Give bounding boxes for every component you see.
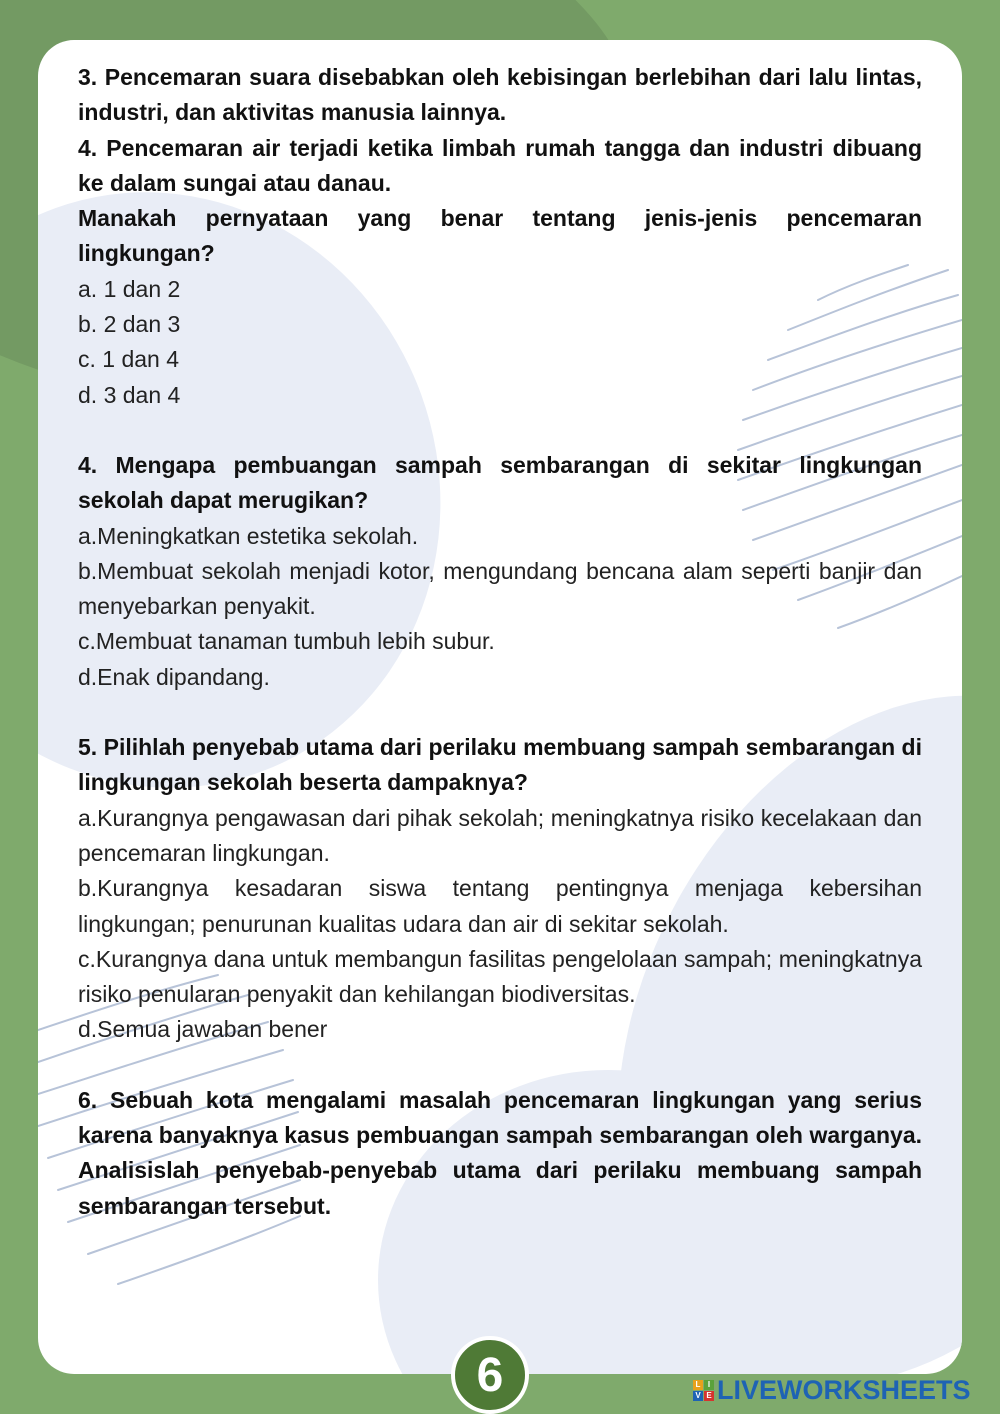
- question-3-option-d: d. 3 dan 4: [78, 381, 181, 408]
- question-3-option-c: c. 1 dan 4: [78, 346, 180, 373]
- question-5-prompt: 5. Pilihlah penyebab utama dari perilaku membuang sampah sembarangan di lingkungan sekolah beserta dampaknya?: [78, 734, 922, 796]
- spacer: [78, 1048, 922, 1083]
- question-6-prompt: 6. Sebuah kota mengalami masalah pencemaran lingkungan yang serius karena banyaknya kasus pembuangan sampah sembarangan oleh warganya. Analisislah penyebab-penyebab utama dari perilaku membuang sampah sembarangan tersebut.: [78, 1086, 922, 1219]
- question-4-option-a: a.Meningkatkan estetika sekolah.: [78, 522, 419, 549]
- question-5-option-a: a.Kurangnya pengawasan dari pihak sekolah; meningkatnya risiko kecelakaan dan pencemaran lingkungan.: [78, 804, 922, 866]
- question-4-option-c: c.Membuat tanaman tumbuh lebih subur.: [78, 628, 495, 655]
- question-5-option-d: d.Semua jawaban bener: [78, 1016, 328, 1043]
- worksheet-content: [78, 60, 922, 1224]
- spacer: [78, 413, 922, 448]
- statement-4: 4. Pencemaran air terjadi ketika limbah rumah tangga dan industri dibuang ke dalam sungai atau danau.: [78, 134, 922, 196]
- liveworksheets-logo-text: LIVEWORKSHEETS: [717, 1374, 971, 1405]
- worksheet-card: [38, 40, 962, 1374]
- question-3-option-a: a. 1 dan 2: [78, 275, 181, 302]
- liveworksheets-mark-icon: L I V E: [693, 1380, 714, 1401]
- question-4-option-b: b.Membuat sekolah menjadi kotor, mengundang bencana alam seperti banjir dan menyebarkan penyakit.: [78, 557, 922, 620]
- question-5-option-c: c.Kurangnya dana untuk membangun fasilitas pengelolaan sampah; meningkatnya risiko penularan penyakit dan kehilangan biodiversitas.: [78, 945, 922, 1008]
- page-number-badge: 6: [451, 1336, 529, 1414]
- statement-3: 3. Pencemaran suara disebabkan oleh kebisingan berlebihan dari lalu lintas, industri, dan aktivitas manusia lainnya.: [78, 64, 922, 126]
- question-5-option-b: b.Kurangnya kesadaran siswa tentang pentingnya menjaga kebersihan lingkungan; penurunan kualitas udara dan air di sekitar sekolah.: [78, 875, 922, 937]
- liveworksheets-logo: [693, 1374, 971, 1406]
- question-4-prompt: 4. Mengapa pembuangan sampah sembarangan di sekitar lingkungan sekolah dapat merugikan?: [78, 451, 922, 514]
- question-3-prompt: Manakah pernyataan yang benar tentang jenis-jenis pencemaran lingkungan?: [78, 205, 922, 267]
- spacer: [78, 695, 922, 730]
- question-3-option-b: b. 2 dan 3: [78, 311, 181, 338]
- question-4-option-d: d.Enak dipandang.: [78, 663, 270, 690]
